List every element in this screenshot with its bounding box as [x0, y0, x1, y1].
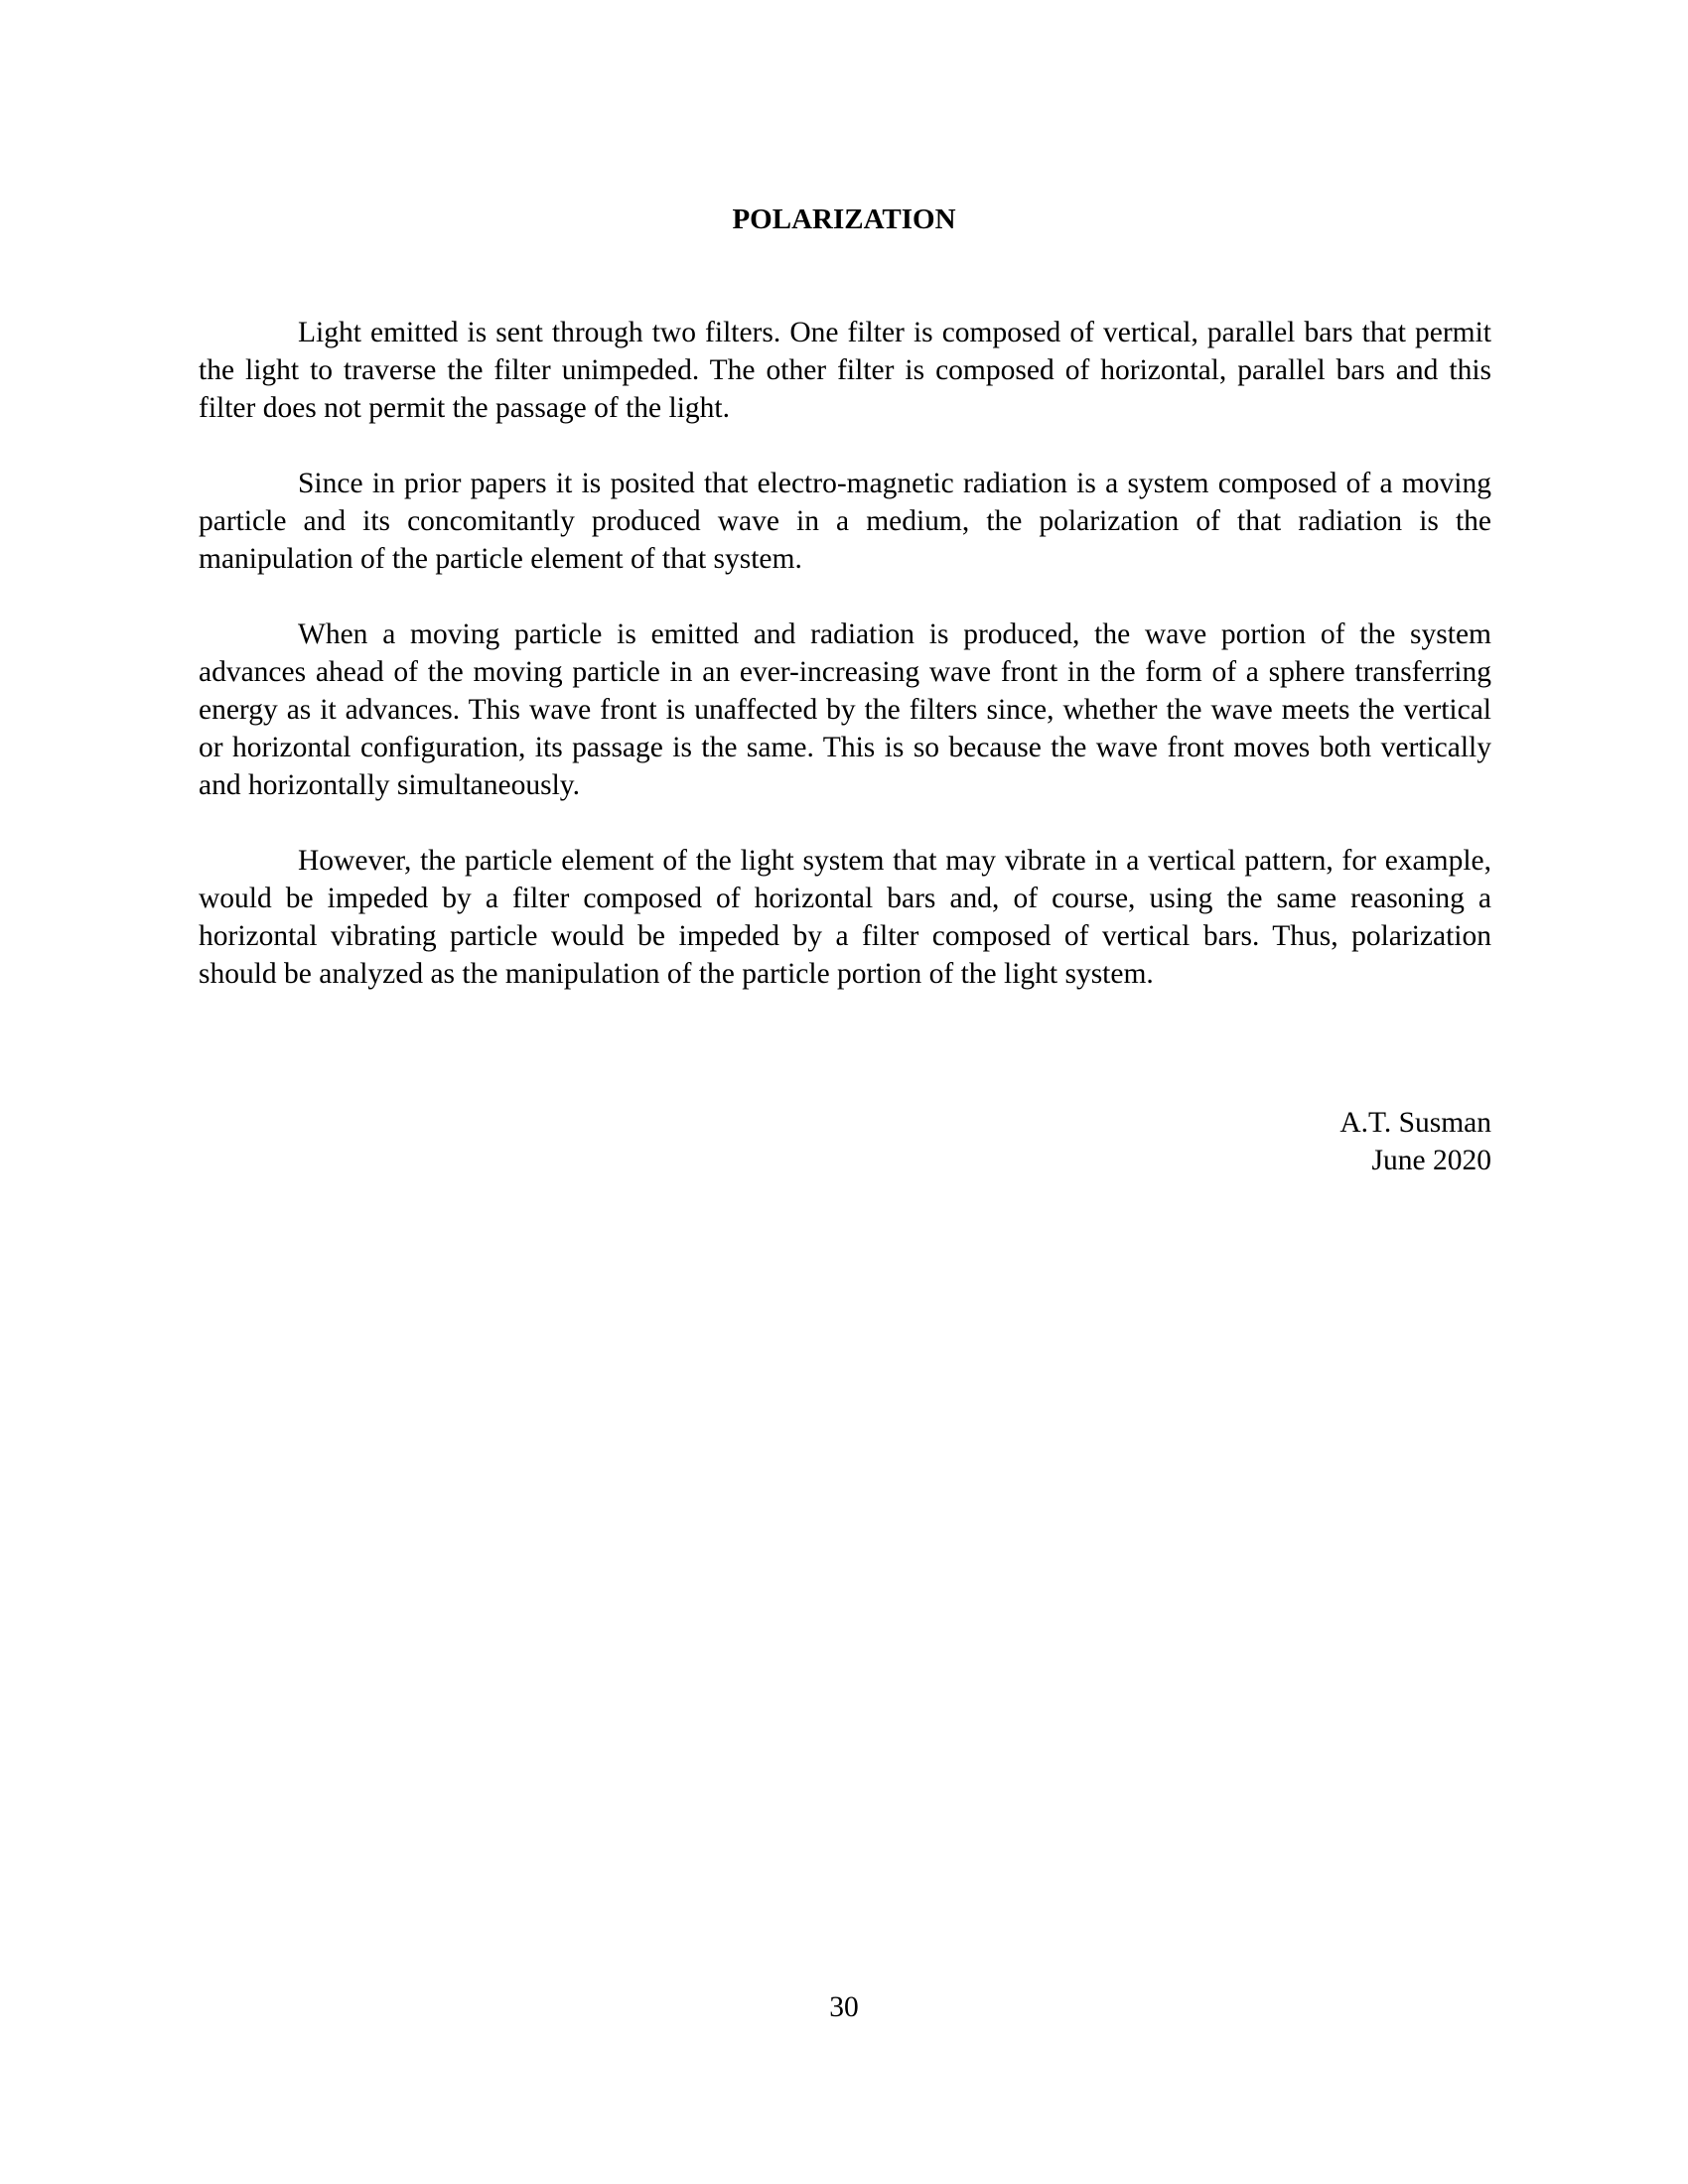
paragraph-1: Light emitted is sent through two filters. One filter is composed of vertical, parallel bars that permit the light to traverse the filter unimpeded. The other filter is composed of horizontal, parallel bars and this filter does not permit the passage of the light.	[199, 317, 1491, 424]
paragraph-2: Since in prior papers it is posited that electro-magnetic radiation is a system composed of a moving particle and its concomitantly produced wave in a medium, the polarization of that radiation is the manipulation of the particle element of that system.	[199, 468, 1491, 575]
page-title: POLARIZATION	[732, 204, 956, 235]
body-text	[199, 314, 1491, 1030]
author-name: A.T. Susman	[1339, 1107, 1491, 1139]
signature-date: June 2020	[1371, 1145, 1491, 1176]
page-number: 30	[829, 1991, 859, 2023]
paragraph-4: However, the particle element of the light system that may vibrate in a vertical pattern, for example, would be impeded by a filter composed of horizontal bars and, of course, using the same reasoning a horizontal vibrating particle would be impeded by a filter composed of vertical bars. Thus, polarization should be analyzed as the manipulation of the particle portion of the light system.	[199, 845, 1491, 990]
paragraph-3: When a moving particle is emitted and radiation is produced, the wave portion of the system advances ahead of the moving particle in an ever-increasing wave front in the form of a sphere transferring energy as it advances. This wave front is unaffected by the filters since, whether the wave meets the vertical or horizontal configuration, its passage is the same. This is so because the wave front moves both vertically and horizontally simultaneously.	[199, 618, 1491, 801]
signature-block	[1339, 1104, 1491, 1179]
